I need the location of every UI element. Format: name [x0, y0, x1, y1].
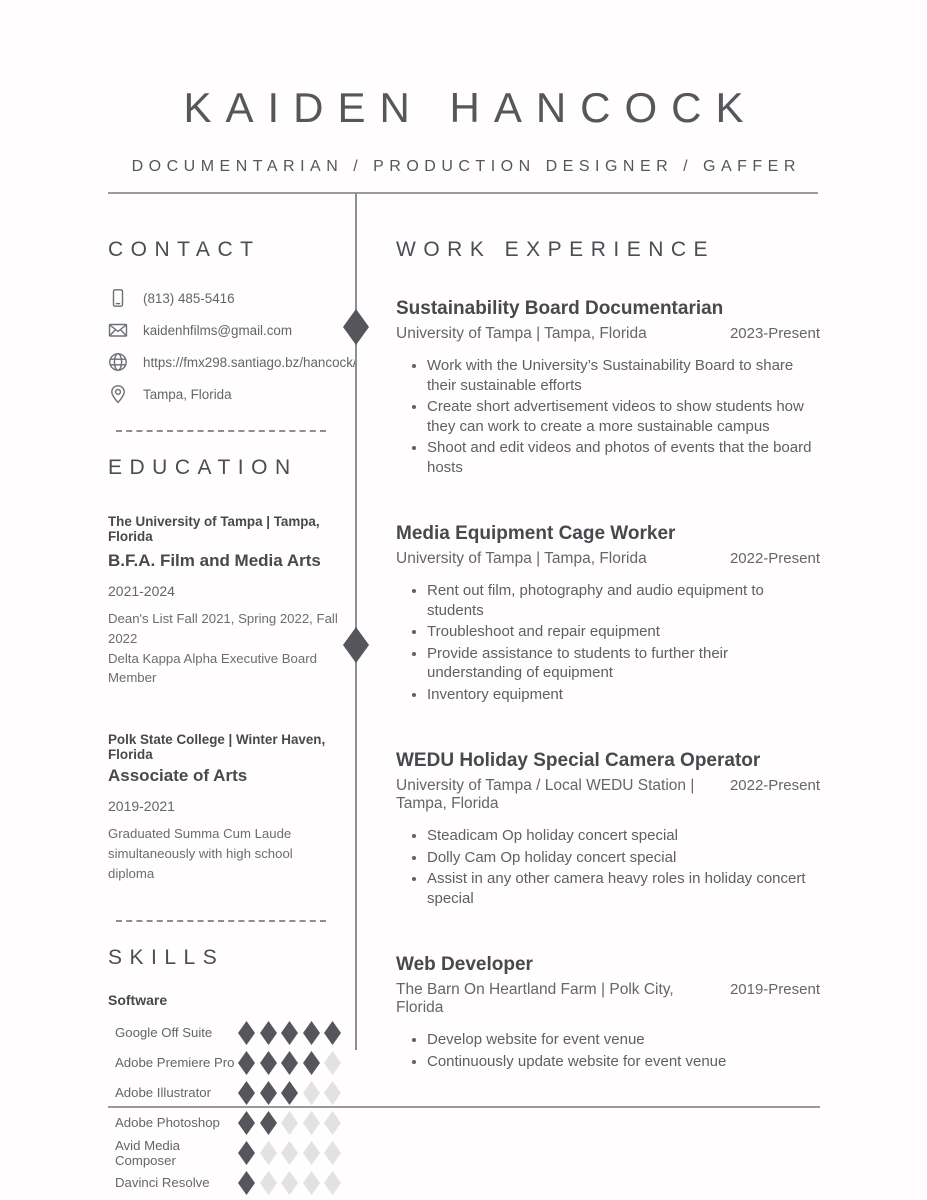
contact-row-location — [108, 384, 341, 404]
education-dates: 2021-2024 — [108, 583, 175, 599]
job-organization: University of Tampa | Tampa, Florida — [396, 325, 647, 342]
skill-diamond-filled-icon — [260, 1081, 277, 1105]
job-bullet: • Inventory equipment — [427, 685, 820, 705]
education-dates: 2019-2021 — [108, 798, 175, 815]
job-bullet-list — [396, 581, 820, 704]
footer-divider-line — [108, 1106, 820, 1108]
email-icon — [108, 320, 128, 340]
skill-diamond-empty-icon — [324, 1051, 341, 1075]
skills-category-label: Software — [108, 991, 168, 1008]
location-icon — [108, 384, 128, 404]
job-bullet: • Troubleshoot and repair equipment — [427, 622, 820, 642]
job-orgline — [396, 550, 820, 568]
contact-row-website — [108, 352, 357, 372]
job-entry — [396, 523, 820, 704]
job-bullet: • Provide assistance to students to further their understanding of equipment — [427, 644, 820, 683]
education-degree: B.F.A. Film and Media Arts — [108, 551, 321, 570]
job-organization: University of Tampa | Tampa, Florida — [396, 550, 647, 567]
education-school: The University of Tampa | Tampa, Florida — [108, 514, 320, 544]
contact-row-phone — [108, 288, 341, 308]
contact-heading: CONTACT — [108, 238, 261, 261]
job-bullet: • Assist in any other camera heavy roles in holiday concert special — [427, 869, 820, 908]
job-bullet: • Dolly Cam Op holiday concert special — [427, 848, 820, 868]
job-bullet-list — [396, 826, 820, 908]
skill-diamond-filled-icon — [281, 1081, 298, 1105]
skill-level-indicator — [238, 1171, 341, 1195]
skill-diamond-filled-icon — [281, 1021, 298, 1045]
contact-row-email — [108, 320, 341, 340]
job-organization: The Barn On Heartland Farm | Polk City, Florida — [396, 981, 674, 1016]
job-bullet: • Steadicam Op holiday concert special — [427, 826, 820, 846]
skill-row — [108, 1048, 341, 1078]
skill-diamond-empty-icon — [324, 1171, 341, 1195]
skill-diamond-empty-icon — [281, 1141, 298, 1165]
job-entry — [396, 750, 820, 908]
skill-diamond-empty-icon — [324, 1081, 341, 1105]
education-school: Polk State College | Winter Haven, Florida — [108, 732, 326, 763]
job-orgline — [396, 777, 820, 813]
timeline-diamond-icon — [343, 309, 369, 345]
skill-diamond-filled-icon — [303, 1051, 320, 1075]
skill-label: Google Off Suite — [115, 1025, 213, 1041]
contact-list — [108, 288, 357, 404]
skill-label: Adobe Photoshop — [115, 1115, 220, 1131]
skill-row — [108, 1018, 341, 1048]
education-detail: Dean's List Fall 2021, Spring 2022, Fall 2022 — [108, 611, 338, 646]
job-bullet: • Rent out film, photography and audio equipment to students — [427, 581, 820, 620]
skill-diamond-filled-icon — [238, 1111, 255, 1135]
job-entry — [396, 954, 820, 1071]
skill-diamond-empty-icon — [260, 1171, 277, 1195]
resume-body — [108, 193, 820, 1191]
job-bullet: • Develop website for event venue — [427, 1030, 820, 1050]
job-bullet: • Continuously update website for event venue — [427, 1052, 820, 1072]
skill-diamond-empty-icon — [303, 1141, 320, 1165]
left-column — [108, 193, 357, 1198]
job-bullet-list — [396, 356, 820, 477]
skill-diamond-filled-icon — [238, 1021, 255, 1045]
skill-diamond-empty-icon — [281, 1111, 298, 1135]
education-detail: Delta Kappa Alpha Executive Board Member — [108, 650, 317, 686]
job-dates: 2023-Present — [729, 325, 820, 342]
globe-icon — [108, 352, 128, 372]
work-experience-heading: WORK EXPERIENCE — [396, 238, 716, 261]
skill-diamond-filled-icon — [238, 1081, 255, 1105]
skill-diamond-empty-icon — [260, 1141, 277, 1165]
skill-diamond-filled-icon — [260, 1051, 277, 1075]
skill-label: Adobe Illustrator — [115, 1085, 212, 1101]
skill-diamond-filled-icon — [303, 1021, 320, 1045]
skill-diamond-filled-icon — [260, 1111, 277, 1135]
job-orgline — [396, 981, 820, 1017]
resume-header — [0, 84, 927, 176]
job-dates: 2022-Present — [729, 777, 820, 794]
skill-label: Avid Media Composer — [115, 1137, 180, 1168]
skill-level-indicator — [238, 1141, 341, 1165]
location-text: Tampa, Florida — [143, 386, 232, 402]
job-bullet-list — [396, 1030, 820, 1071]
job-list — [396, 298, 820, 1071]
skill-level-indicator — [238, 1081, 341, 1105]
skill-label: Adobe Premiere Pro — [115, 1055, 235, 1071]
email-address[interactable]: kaidenhfilms@gmail.com — [143, 322, 293, 338]
skill-row — [108, 1138, 341, 1168]
skill-diamond-empty-icon — [303, 1081, 320, 1105]
skill-diamond-empty-icon — [303, 1171, 320, 1195]
job-orgline — [396, 325, 820, 343]
job-entry — [396, 298, 820, 477]
person-job-title: DOCUMENTARIAN / PRODUCTION DESIGNER / GAFFER — [131, 158, 801, 175]
education-entry — [108, 732, 341, 883]
job-bullet: • Shoot and edit videos and photos of events that the board hosts — [427, 438, 820, 477]
skill-diamond-filled-icon — [238, 1141, 255, 1165]
skill-row — [108, 1078, 341, 1108]
person-name: KAIDEN HANCOCK — [183, 84, 758, 131]
skill-diamond-filled-icon — [324, 1021, 341, 1045]
skill-level-indicator — [238, 1021, 341, 1045]
website-url[interactable]: https://fmx298.santiago.bz/hancock/ — [143, 354, 357, 370]
skill-row — [108, 1108, 341, 1138]
timeline-diamond-icon — [343, 627, 369, 663]
skill-label: Davinci Resolve — [115, 1175, 210, 1191]
job-title: Media Equipment Cage Worker — [396, 523, 676, 544]
skill-diamond-filled-icon — [281, 1051, 298, 1075]
job-bullet: • Work with the University’s Sustainability Board to share their sustainable efforts — [427, 356, 820, 395]
job-bullet: • Create short advertisement videos to show students how they can work to create a more sustainable campus — [427, 397, 820, 436]
job-title: Web Developer — [396, 954, 533, 975]
skill-diamond-empty-icon — [324, 1141, 341, 1165]
skills-heading: SKILLS — [108, 945, 225, 969]
skill-diamond-filled-icon — [238, 1171, 255, 1195]
skill-diamond-empty-icon — [281, 1171, 298, 1195]
phone-number: (813) 485-5416 — [143, 290, 235, 306]
job-dates: 2022-Present — [729, 550, 820, 567]
right-column — [396, 193, 820, 1117]
skill-level-indicator — [238, 1051, 341, 1075]
skill-diamond-filled-icon — [238, 1051, 255, 1075]
skill-diamond-filled-icon — [260, 1021, 277, 1045]
job-dates: 2019-Present — [729, 981, 820, 998]
skill-diamond-empty-icon — [324, 1111, 341, 1135]
phone-icon — [108, 288, 128, 308]
skill-row — [108, 1168, 341, 1198]
education-detail: Graduated Summa Cum Laude simultaneously with high school diploma — [108, 826, 293, 881]
dashed-divider — [116, 920, 326, 922]
dashed-divider — [116, 430, 326, 432]
education-entry — [108, 514, 341, 688]
skill-diamond-empty-icon — [303, 1111, 320, 1135]
skill-level-indicator — [238, 1111, 341, 1135]
education-degree: Associate of Arts — [108, 766, 248, 786]
job-title: Sustainability Board Documentarian — [396, 298, 724, 319]
job-organization: University of Tampa / Local WEDU Station | Tampa, Florida — [396, 777, 695, 812]
education-heading: EDUCATION — [108, 456, 298, 479]
job-title: WEDU Holiday Special Camera Operator — [396, 750, 761, 771]
